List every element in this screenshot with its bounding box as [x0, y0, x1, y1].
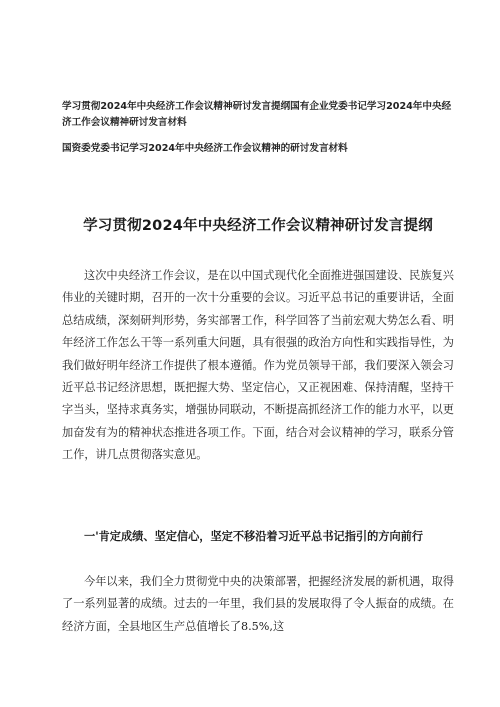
table-of-contents [62, 99, 454, 167]
paragraph: 今年以来，我们全力贯彻党中央的决策部署，把握经济发展的新机遇，取得了一系列显著的成绩。过去的一年里，我们县的发展取得了令人振奋的成绩。在经济方面，全县地区生产总值增长了8.5%,这 [62, 575, 454, 633]
toc-item: 国资委党委书记学习2024年中央经济工作会议精神的研讨发言材料 [62, 143, 348, 154]
body-section [62, 265, 454, 467]
paragraph: 这次中央经济工作会议，是在以中国式现代化全面推进强国建设、民族复兴伟业的关键时期，召开的一次十分重要的会议。习近平总书记的重要讲话，全面总结成绩，深刻研判形势，务实部署工作，科学回答了当前宏观大势怎么看、明年经济工作怎么干等一系列重大问题，具有很强的政治方向性和实践指导性，为我们做好明年经济工作提供了根本遵循。作为党员领导干部，我们要深入领会习近平总书记经济思想，既把握大势、坚定信心，又正视困难、保持清醒，坚持干字当头，坚持求真务实，增强协同联动，不断提高抓经济工作的能力水平，以更加奋发有为的精神状态推进各项工作。下面，结合对会议精神的学习，联系分管工作，讲几点贯彻落实意见。 [62, 269, 454, 462]
section-heading: 一'肯定成绩、坚定信心，坚定不移沿着习近平总书记指引的方向前行 [84, 530, 424, 543]
document-title: 学习贯彻2024年中央经济工作会议精神研讨发言提纲 [83, 218, 433, 234]
toc-item: 学习贯彻2024年中央经济工作会议精神研讨发言提纲国有企业党委书记学习2024年中央经济工作会议精神研讨发言材料 [62, 101, 452, 128]
body-section [62, 571, 454, 638]
